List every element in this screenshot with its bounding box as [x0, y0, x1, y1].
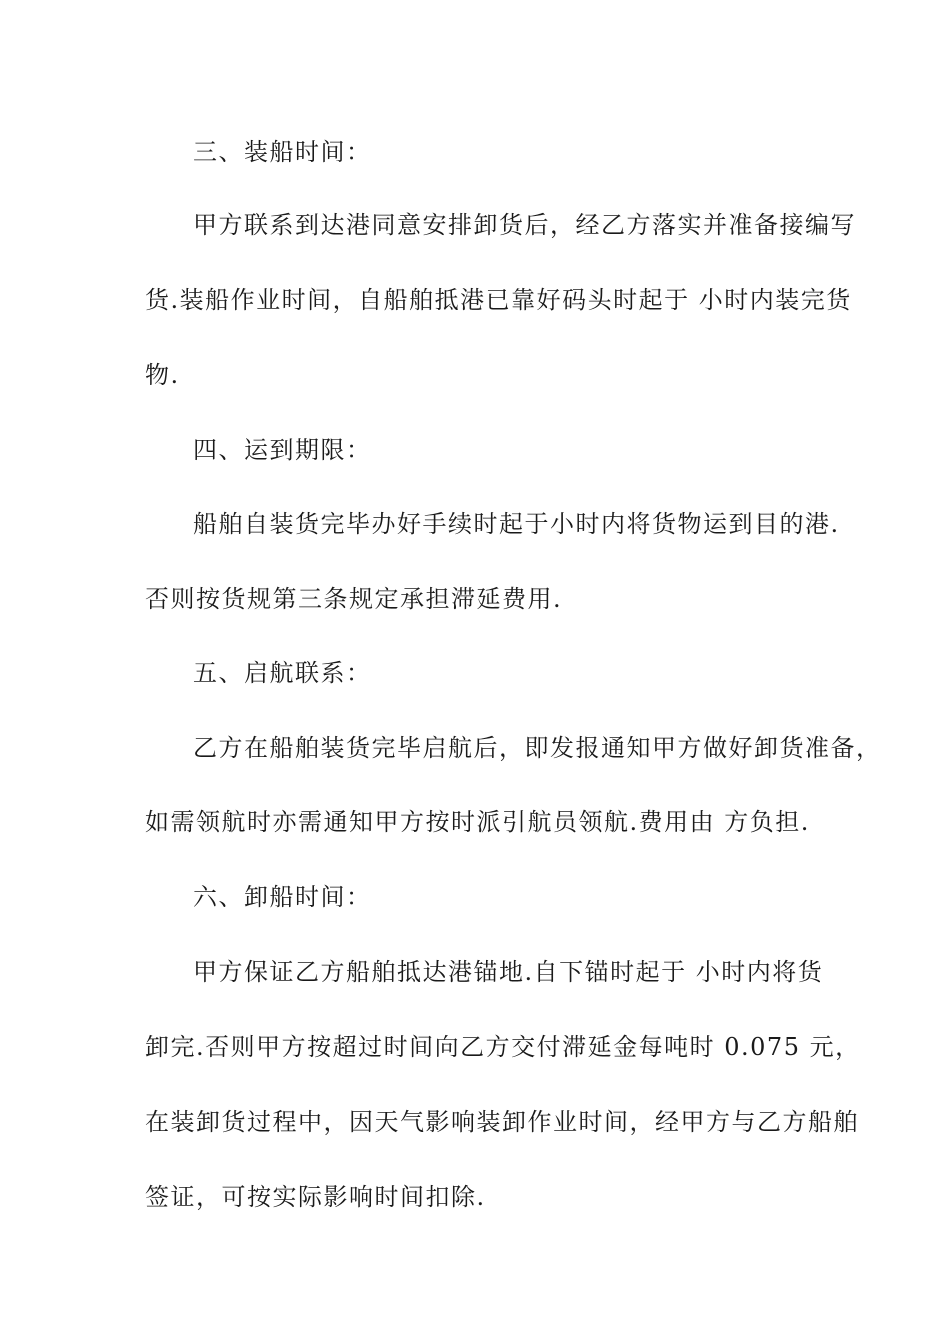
paragraph-line: 卸完.否则甲方按超过时间向乙方交付滞延金每吨时 0.075 元，	[145, 1033, 861, 1061]
paragraph-line: 否则按货规第三条规定承担滞延费用.	[145, 585, 563, 613]
section-heading-loading-time: 三、装船时间：	[193, 138, 372, 166]
paragraph-line: 如需领航时亦需通知甲方按时派引航员领航.费用由 方负担.	[145, 808, 810, 836]
paragraph-line: 货.装船作业时间，自船舶抵港已靠好码头时起于 小时内装完货	[145, 286, 852, 314]
paragraph-line: 乙方在船舶装货完毕启航后，即发报通知甲方做好卸货准备，	[193, 734, 882, 762]
paragraph-line: 物.	[145, 361, 180, 389]
paragraph-line: 签证，可按实际影响时间扣除.	[145, 1183, 486, 1211]
section-heading-unloading-time: 六、卸船时间：	[193, 883, 372, 911]
section-heading-delivery-period: 四、运到期限：	[193, 436, 372, 464]
paragraph-line: 在装卸货过程中，因天气影响装卸作业时间，经甲方与乙方船舶	[145, 1108, 859, 1136]
paragraph-line: 船舶自装货完毕办好手续时起于小时内将货物运到目的港.	[193, 510, 840, 538]
paragraph-line: 甲方保证乙方船舶抵达港锚地.自下锚时起于 小时内将货	[193, 958, 824, 986]
paragraph-line: 甲方联系到达港同意安排卸货后，经乙方落实并准备接编写	[193, 211, 856, 239]
section-heading-departure-contact: 五、启航联系：	[193, 659, 372, 687]
